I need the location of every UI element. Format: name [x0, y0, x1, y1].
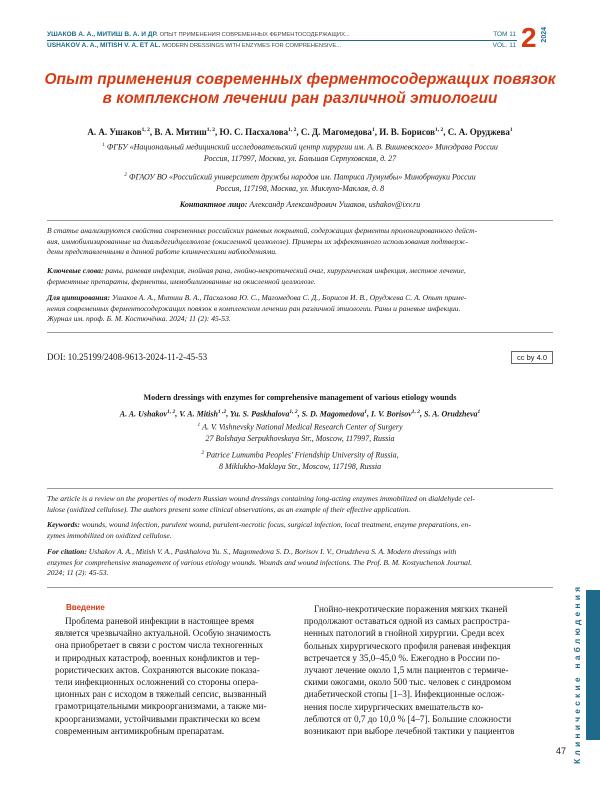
keywords-label: Ключевые слова: [47, 266, 104, 275]
aff-num: 2 [201, 450, 205, 456]
body-line: скими ожогами, около 500 тыс. человек с синдромом [304, 677, 512, 688]
author-sup: 1 ,2 [217, 409, 227, 415]
author-name: И. В. Борисов [379, 127, 435, 137]
body-line: возникают при выборе лечебной тактики у пациентов [304, 726, 515, 737]
aff-line: ФГБУ «Национальный медицинский исследовательский центр хирургии им. А. В. Вишневского» Минздрава России [106, 142, 498, 152]
abstract-en [47, 494, 553, 515]
affiliation-ru-2 [40, 170, 560, 195]
section-divider [47, 332, 553, 333]
doi-link[interactable]: DOI: 10.25199/2408-9613-2024-11-2-45-53 [47, 352, 208, 362]
author-name: S. A. Orudzheva [424, 409, 478, 419]
keywords-label: Keywords: [47, 520, 80, 529]
author-sup: 1, 2 [288, 127, 297, 133]
body-line: лучают лечение около 1,5 млн пациентов с термиче- [304, 665, 509, 676]
body-line: больных хирургического профиля раневая инфекция [304, 640, 511, 651]
citation-line: Ушаков А. А., Митиш В. А., Пасхалова Ю. С., Магомедова С. Д., Борисов И. В., Оруджева С. А. Опыт приме- [112, 293, 467, 302]
citation-line: Журнал им. проф. Б. М. Костючёнка. 2024; 11 (2): 45-53. [47, 314, 231, 323]
header-authors-en: USHAKOV A. A., MITISH V. A. ET AL. [47, 42, 161, 49]
side-section-label: Клинические наблюдения [572, 583, 582, 764]
affiliation-ru-1 [40, 140, 560, 165]
citation-ru [47, 293, 553, 325]
header-divider [47, 40, 517, 41]
author-name: С. А. Оруджева [447, 127, 510, 137]
aff-line: 8 Miklukho-Maklaya Str., Moscow, 117198, Russia [218, 461, 382, 471]
author-name: С. Д. Магомедова [300, 127, 372, 137]
keywords-en [47, 520, 553, 541]
body-line: ционных ран с исходом в тяжелый сепсис, вызванный [55, 689, 267, 700]
authors-en: A. A. Ushakov$^{1, 2}$, V. A. Mitish$^{1 ,2}$, Yu. S. Paskhalova$^{1, 2}$, S. D. Magomedova$^1$, I. V. Borisov$^{1, 2}$, S. A. Orudzheva$^1$ [119, 409, 481, 419]
affiliation-en-1 [40, 420, 560, 444]
article-title-ru [40, 70, 560, 108]
aff-num: 2 [124, 172, 128, 178]
aff-line: 27 Bolshaya Serpukhovskaya Str., Moscow, 117997, Russia [205, 433, 395, 443]
body-line: современным антимикробным препаратам. [55, 725, 225, 736]
keywords-line: раны, раневая инфекция, гнойная рана, гнойно-некротический очаг, хирургическая инфекция, местное лечение, [105, 266, 466, 275]
body-line: она приобретает в связи с ростом числа техногенных [55, 640, 264, 651]
body-line: Гнойно-некротические поражения мягких тканей [314, 604, 508, 614]
body-line: тели инфекционных осложнений со стороны опера- [55, 677, 259, 688]
section-divider [47, 488, 553, 489]
body-line: продолжают оставаться одной из самых распростра- [304, 616, 510, 627]
volume-en: VOL. 11 [492, 42, 516, 49]
issue-year: 2024 [541, 27, 548, 43]
issue-number: 2 [521, 22, 537, 53]
header-authors-ru: УШАКОВ А. А., МИТИШ В. А. И ДР. [47, 31, 158, 38]
keywords-line: zymes immobilized on oxidized cellulose. [47, 530, 172, 540]
author-sup: 1 [364, 409, 367, 415]
body-line: встречается у 35,0–45,0 %. Ежегодно в России по- [304, 652, 501, 663]
citation-line: Ushakov A. A., Mitish V. A., Paskhalova Yu. S., Magomedova S. D., Borisov I. V., Orudzheva S. A. Modern dressings with [88, 547, 457, 556]
author-sup: 1, 2 [411, 409, 421, 415]
author-name: А. А. Ушаков [87, 127, 142, 137]
contact-label: Контактное лицо: [179, 200, 248, 209]
header-title-en: MODERN DRESSINGS WITH ENZYMES FOR COMPREHENSIVE... [162, 43, 342, 49]
aff-line: Россия, 117198, Москва, ул. Миклухо-Маклая, д. 8 [215, 184, 385, 194]
affiliation-en-2 [40, 448, 560, 472]
abstract-line: The article is a review on the properties of modern Russian wound dressings containing long-acting enzymes immobilized on dialdehyde cel- [47, 494, 475, 503]
running-header-en [47, 42, 341, 49]
aff-line: Patrice Lumumba Peoples' Friendship University of Russia, [206, 450, 399, 460]
body-line: и природных катастроф, военных конфликтов и тер- [55, 652, 260, 663]
citation-en [47, 547, 553, 579]
body-column-left [55, 615, 302, 737]
abstract-line: вия, иммобилизированные на диальдегидцеллюлозе (окисленной целлюлозе). Примеры их эффективного использования подтверж- [47, 236, 468, 246]
body-line: диабетической стопы [1–3]. Инфекционные ослож- [304, 689, 505, 700]
section-heading-intro: Введение [66, 603, 105, 612]
author-name: В. А. Митиш [154, 127, 207, 137]
body-line: рористических актов. Сохраняются высокие показа- [55, 664, 260, 675]
aff-num: 1 [197, 422, 201, 428]
body-line: Проблема раневой инфекции в настоящее время [65, 616, 255, 626]
author-sup: 1 [477, 409, 481, 415]
author-sup: 1, 2 [434, 127, 444, 133]
body-line: кроорганизмами, устойчивыми практически ко всем [55, 713, 261, 724]
volume-ru: ТОМ 11 [493, 31, 516, 38]
body-line: грамотрицательными микроорганизмами, а также ми- [55, 701, 267, 712]
running-header-ru [47, 31, 350, 38]
body-line: нения после хирургических вмешательств ко- [304, 701, 484, 712]
abstract-ru [47, 226, 553, 258]
author-sup: 1 [371, 127, 375, 133]
section-divider [47, 587, 553, 588]
abstract-line: lulose (oxidized cellulose). The authors present some clinical observations, as an example of their effective application. [47, 504, 411, 514]
author-name: A. A. Ushakov [119, 409, 167, 419]
author-sup: 1, 2 [206, 127, 215, 133]
body-line: является чрезвычайно актуальной. Особую значимость [55, 628, 271, 639]
title-line-1: Опыт применения современных ферментосодержащих повязок [44, 71, 556, 88]
section-divider [47, 220, 553, 221]
authors-ru: А. А. Ушаков$^{1, 2}$, В. А. Митиш$^{1, 2}$, Ю. С. Пасхалова$^{1, 2}$, С. Д. Магомедова$^1$, И. В. Борисов$^{1, 2}$, С. А. Оруджева$^1$ [87, 127, 513, 137]
author-name: I. V. Borisov [371, 409, 412, 419]
body-line: ненных патологий в гнойной хирургии. Среди всех [304, 628, 505, 639]
author-sup: 1, 2 [289, 409, 298, 415]
author-sup: 1 [509, 127, 513, 133]
contact-text: Александр Александрович Ушаков, ushakov@ixv.ru [249, 200, 421, 209]
contact-ru [40, 200, 560, 209]
abstract-line: В статье анализируются свойства современных российских раневых покрытий, содержащих ферменты пролонгированного дейст- [47, 226, 478, 235]
body-column-right [304, 603, 544, 737]
license-badge[interactable]: cc by 4.0 [511, 351, 553, 364]
article-title-en: Modern dressings with enzymes for comprehensive management of various etiology wounds [143, 393, 457, 402]
page-number: 47 [556, 746, 567, 756]
aff-line: Россия, 117997, Москва, ул. Большая Серпуховская, д. 27 [203, 154, 397, 164]
header-title-ru: ОПЫТ ПРИМЕНЕНИЯ СОВРЕМЕННЫХ ФЕРМЕНТОСОДЕРЖАЩИХ... [159, 32, 350, 38]
keywords-line: wounds, wound infection, purulent wound, purulent-necrotic focus, surgical infection, local treatment, enzyme preparations, en- [81, 520, 471, 529]
aff-num: 1 [102, 142, 105, 148]
aff-line: ФГАОУ ВО «Российский университет дружбы народов им. Патриса Лумумбы» Минобрнауки России [129, 172, 476, 182]
author-sup: 1, 2 [167, 409, 176, 415]
keywords-ru [47, 266, 553, 287]
keywords-line: ферментные препараты, ферменты, иммобилизованные на окисленной целлюлозе. [47, 276, 316, 286]
abstract-line: дены представленными в данной работе клиническими наблюдениями. [47, 247, 277, 256]
title-line-2: в комплексном лечении ран различной этиологии [102, 90, 498, 107]
author-name: Ю. С. Пасхалова [219, 127, 289, 137]
citation-label: Для цитирования: [47, 293, 111, 302]
citation-line: 2024; 11 (2): 45-53. [47, 568, 109, 577]
citation-label: For citation: [47, 547, 87, 556]
citation-line: нения современных ферментосодержащих повязок в комплексном лечении ран различной этиологии. Раны и раневые инфекции. [47, 303, 461, 313]
body-line: леблются от 0,7 до 10,0 % [4–7]. Большие сложности [304, 713, 512, 724]
author-name: V. A. Mitish [179, 409, 218, 419]
author-sup: 1, 2 [141, 127, 150, 133]
side-section-bar [586, 590, 600, 740]
author-name: Yu. S. Paskhalova [230, 409, 290, 419]
citation-line: enzymes for comprehensive management of various etiology wounds. Wounds and wound infections. The Prof. B. M. Kostyuchenok Journal. [47, 557, 472, 567]
aff-line: A. V. Vishnevsky National Medical Research Center of Surgery [202, 422, 403, 432]
author-name: S. D. Magomedova [301, 409, 365, 419]
